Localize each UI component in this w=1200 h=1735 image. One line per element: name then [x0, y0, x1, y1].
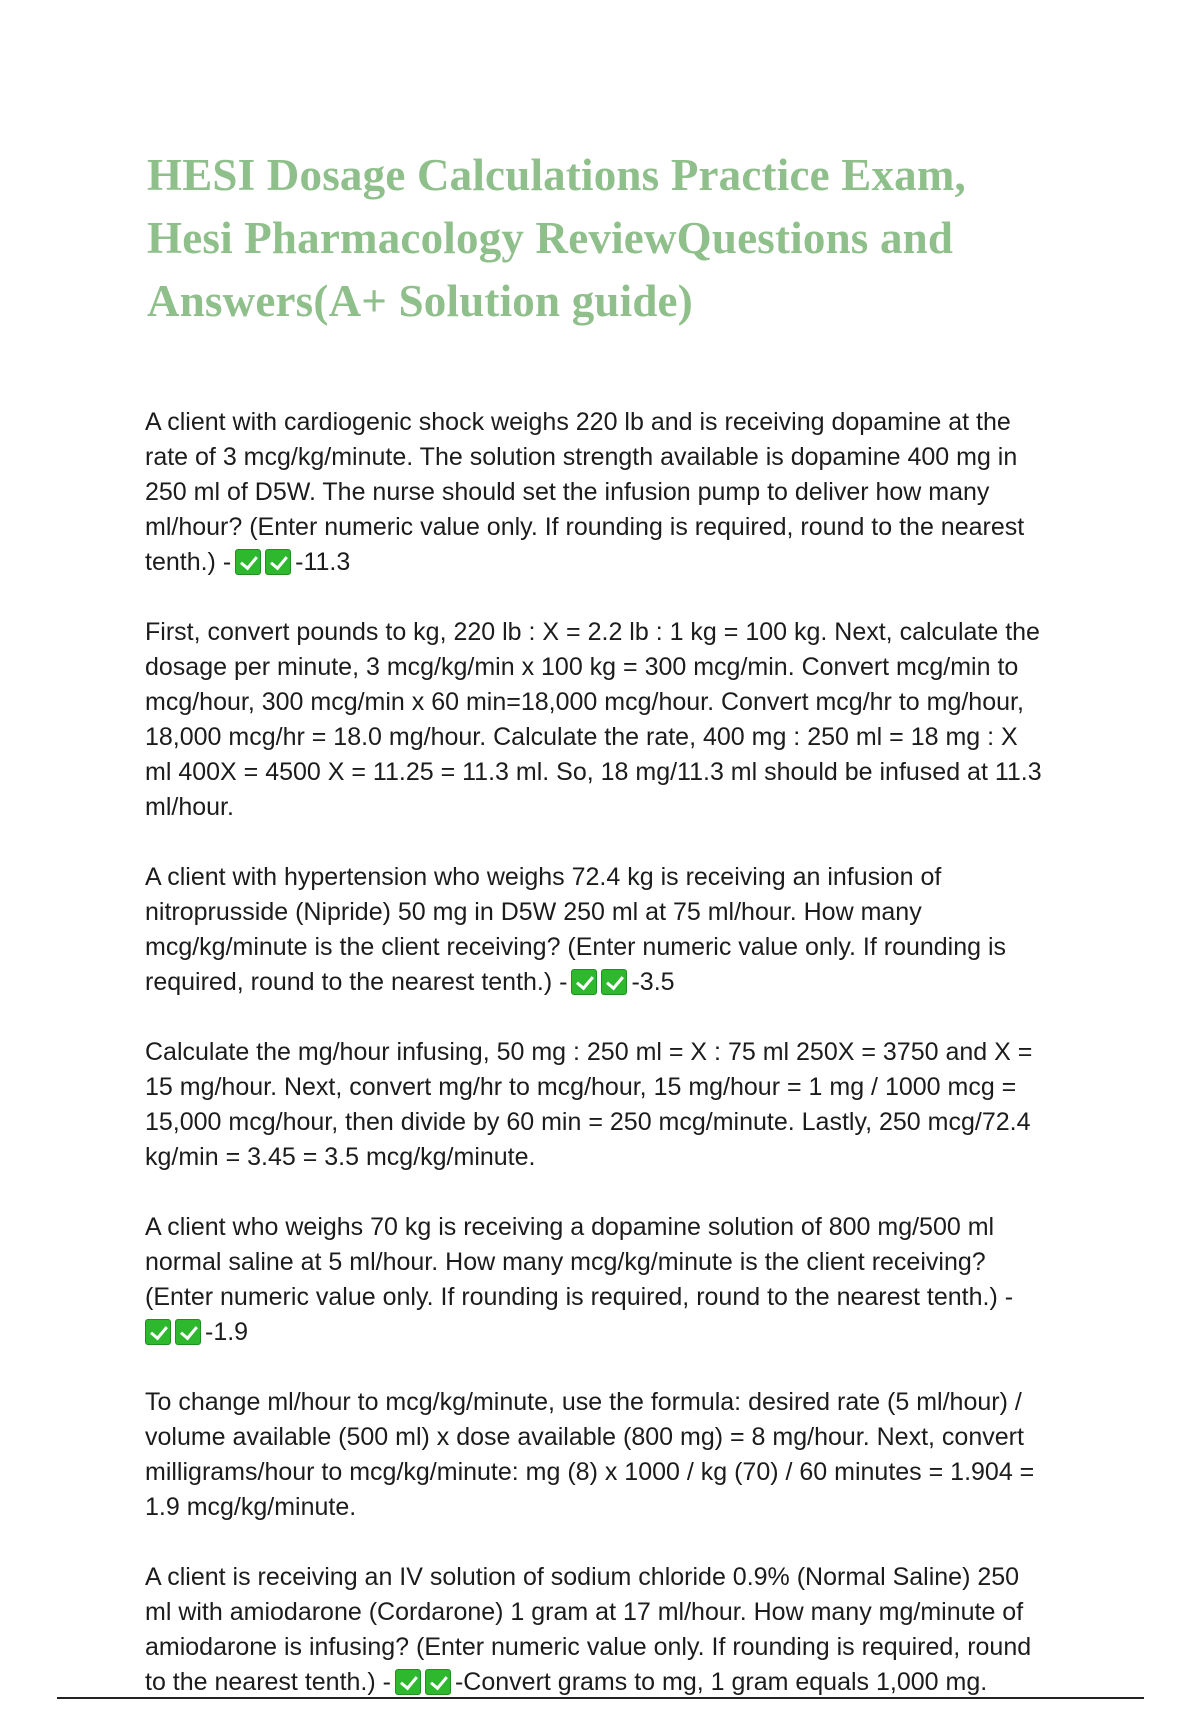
explanation-paragraph [145, 1385, 1090, 1525]
green-checkmark-icon [571, 969, 597, 995]
paragraph-line: A client who weighs 70 kg is receiving a dopamine solution of 800 mg/500 ml [145, 1213, 995, 1241]
page-bottom-rule [57, 1697, 1144, 1699]
paragraph-line: To change ml/hour to mcg/kg/minute, use the formula: desired rate (5 ml/hour) / [145, 1388, 1022, 1416]
title-line-1: HESI Dosage Calculations Practice Exam, [147, 150, 966, 200]
paragraph-line: rate of 3 mcg/kg/minute. The solution strength available is dopamine 400 mg in [145, 443, 1018, 471]
paragraph-line: 18,000 mcg/hr = 18.0 mg/hour. Calculate the rate, 400 mg : 250 ml = 18 mg : X [145, 723, 1018, 751]
answer-line [145, 545, 1090, 580]
answer-prefix: required, round to the nearest tenth.) - [145, 968, 568, 996]
paragraph-line: 15,000 mcg/hour, then divide by 60 min = 250 mcg/minute. Lastly, 250 mcg/72.4 [145, 1108, 1031, 1136]
paragraph-line: mcg/hour, 300 mcg/min x 60 min=18,000 mcg/hour. Convert mcg/hr to mg/hour, [145, 688, 1024, 716]
answer-check-icons [571, 965, 631, 1000]
paragraph-line: ml with amiodarone (Cordarone) 1 gram at 17 ml/hour. How many mg/minute of [145, 1598, 1024, 1626]
explanation-paragraph [145, 1035, 1090, 1175]
document-body [145, 405, 1090, 1735]
paragraph-line: dosage per minute, 3 mcg/kg/min x 100 kg = 300 mcg/min. Convert mcg/min to [145, 653, 1019, 681]
paragraph-line: nitroprusside (Nipride) 50 mg in D5W 250 ml at 75 ml/hour. How many [145, 898, 922, 926]
paragraph-line: ml/hour. [145, 793, 234, 821]
paragraph-line: ml/hour? (Enter numeric value only. If rounding is required, round to the nearest [145, 513, 1025, 541]
paragraph-line: 250 ml of D5W. The nurse should set the infusion pump to deliver how many [145, 478, 990, 506]
paragraph-line: A client is receiving an IV solution of sodium chloride 0.9% (Normal Saline) 250 [145, 1563, 1020, 1591]
paragraph-line: normal saline at 5 ml/hour. How many mcg/kg/minute is the client receiving? [145, 1248, 986, 1276]
green-checkmark-icon [145, 1319, 171, 1345]
paragraph-line: A client with hypertension who weighs 72.4 kg is receiving an infusion of [145, 863, 942, 891]
answer-line [145, 965, 1090, 1000]
paragraph-line: 1.9 mcg/kg/minute. [145, 1493, 357, 1521]
paragraph-line: ml 400X = 4500 X = 11.25 = 11.3 ml. So, 18 mg/11.3 ml should be infused at 11.3 [145, 758, 1042, 786]
title-line-3: Answers(A+ Solution guide) [147, 276, 693, 326]
answer-value: -1.9 [205, 1318, 249, 1346]
answer-line [145, 1665, 1090, 1700]
question-paragraph [145, 1560, 1090, 1700]
question-paragraph [145, 405, 1090, 580]
answer-prefix: to the nearest tenth.) - [145, 1668, 391, 1696]
title-line-2: Hesi Pharmacology ReviewQuestions and [147, 213, 954, 263]
answer-value: -11.3 [295, 548, 351, 576]
answer-check-icons [145, 1315, 205, 1350]
paragraph-line: A client with cardiogenic shock weighs 220 lb and is receiving dopamine at the [145, 408, 1011, 436]
paragraph-line: milligrams/hour to mcg/kg/minute: mg (8) x 1000 / kg (70) / 60 minutes = 1.904 = [145, 1458, 1035, 1486]
paragraph-line: volume available (500 ml) x dose available (800 mg) = 8 mg/hour. Next, convert [145, 1423, 1024, 1451]
green-checkmark-icon [395, 1669, 421, 1695]
green-checkmark-icon [175, 1319, 201, 1345]
green-checkmark-icon [265, 549, 291, 575]
green-checkmark-icon [425, 1669, 451, 1695]
explanation-paragraph [145, 615, 1090, 825]
question-paragraph [145, 860, 1090, 1000]
paragraph-line: kg/min = 3.45 = 3.5 mcg/kg/minute. [145, 1143, 536, 1171]
answer-value: -3.5 [631, 968, 675, 996]
paragraph-line: First, convert pounds to kg, 220 lb : X = 2.2 lb : 1 kg = 100 kg. Next, calculate the [145, 618, 1040, 646]
paragraph-line: Calculate the mg/hour infusing, 50 mg : 250 ml = X : 75 ml 250X = 3750 and X = [145, 1038, 1033, 1066]
answer-check-icons [395, 1665, 455, 1700]
paragraph-line: amiodarone is infusing? (Enter numeric value only. If rounding is required, round [145, 1633, 1032, 1661]
question-paragraph [145, 1210, 1090, 1350]
paragraph-line: (Enter numeric value only. If rounding is required, round to the nearest tenth.) - [145, 1283, 1014, 1311]
paragraph-line: mcg/kg/minute is the client receiving? (Enter numeric value only. If rounding is [145, 933, 1007, 961]
answer-line [145, 1315, 1090, 1350]
answer-prefix: tenth.) - [145, 548, 232, 576]
green-checkmark-icon [235, 549, 261, 575]
paragraph-line: 15 mg/hour. Next, convert mg/hr to mcg/hour, 15 mg/hour = 1 mg / 1000 mcg = [145, 1073, 1017, 1101]
answer-check-icons [235, 545, 295, 580]
document-title [147, 144, 1067, 333]
green-checkmark-icon [601, 969, 627, 995]
answer-value: -Convert grams to mg, 1 gram equals 1,000 mg. [454, 1668, 988, 1696]
